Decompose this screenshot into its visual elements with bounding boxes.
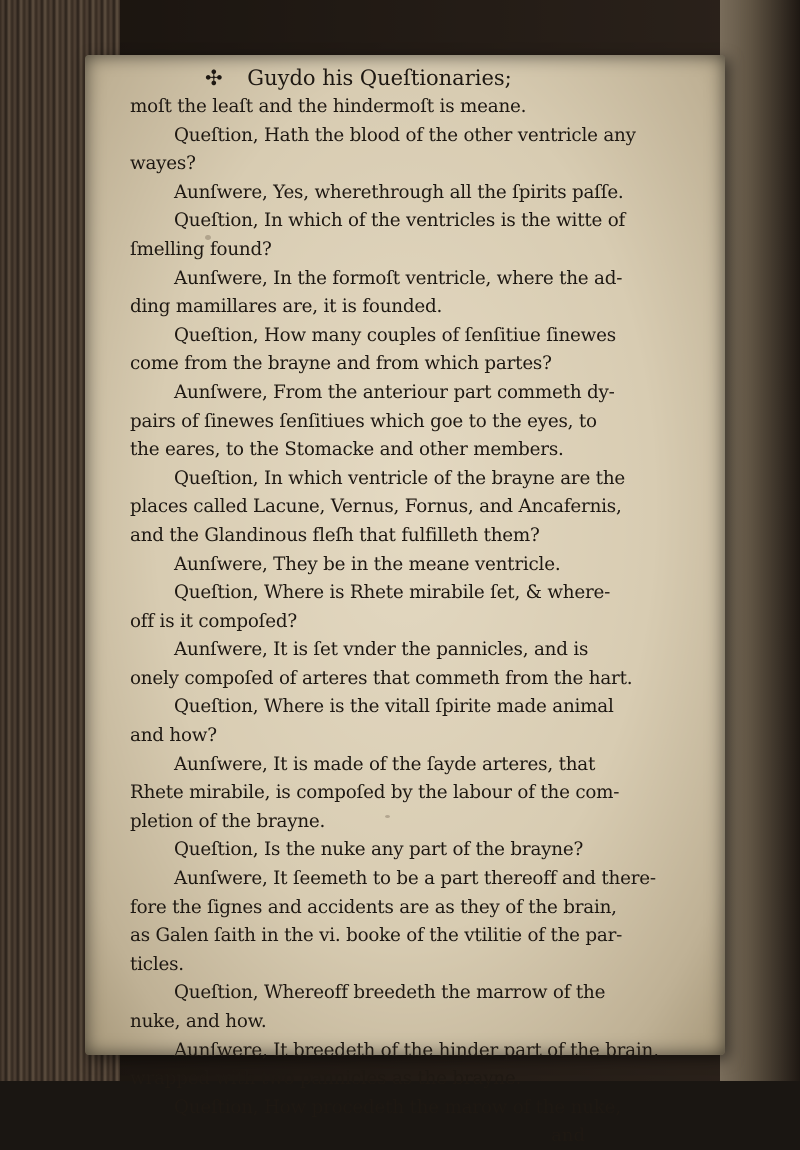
text-line: ding mamillares are, it is founded. xyxy=(130,296,443,318)
running-head-title: Guydo his Queſtionaries; xyxy=(247,66,512,90)
text-line: Rhete mirabile, is compoſed by the labour of the com- xyxy=(130,782,620,804)
text-line: wrapped with two pannicles as the brayne. xyxy=(130,1068,522,1090)
text-line: and the Glandinous fleſh that fulfilleth them? xyxy=(130,524,540,546)
text-line: pletion of the brayne. xyxy=(130,810,326,832)
text-line: the eares, to the Stomacke and other members. xyxy=(130,439,564,461)
text-line: Queſtion, Whereoff breedeth the marrow of the xyxy=(174,982,606,1004)
page-text xyxy=(130,63,705,1150)
text-line: Queſtion, In which of the ventricles is the witte of xyxy=(174,210,626,232)
text-line: Aunſwere, It is ſet vnder the pannicles, and is xyxy=(174,639,589,661)
text-line: Aunſwere, It is made of the ſayde arteres, that xyxy=(174,753,596,775)
page-fore-edge xyxy=(720,0,800,1081)
text-line: Aunſwere, It ſeemeth to be a part thereoff and there- xyxy=(174,868,656,890)
text-line: Queſtion, How many couples of ſenſitiue ſinewes xyxy=(174,324,616,346)
text-line: Aunſwere, In the formoſt ventricle, where the ad- xyxy=(174,267,623,289)
book-page xyxy=(85,55,725,1147)
text-line: Aunſwere, From the anteriour part commeth dy- xyxy=(174,381,615,403)
text-line: pairs of ſinewes ſenſitiues which goe to the eyes, to xyxy=(130,410,597,432)
text-line: ſmelling found? xyxy=(130,238,272,260)
running-head xyxy=(205,63,705,93)
text-line: Queſtion, Is the nuke any part of the brayne? xyxy=(174,839,584,861)
text-line: Queſtion, In which ventricle of the brayne are the xyxy=(174,467,626,489)
text-line: Queſtion, Where is the vitall ſpirite made animal xyxy=(174,696,614,718)
text-line: onely compoſed of arteres that commeth from the hart. xyxy=(130,667,633,689)
page-ornament-icon: ✣ xyxy=(205,66,223,90)
text-line: ticles. xyxy=(130,953,184,975)
text-line: moſt the leaſt and the hindermoſt is meane. xyxy=(130,96,527,117)
text-line: come from the brayne and from which partes? xyxy=(130,353,552,375)
text-line: Aunſwere, They be in the meane ventricle. xyxy=(174,553,561,575)
text-line: nuke, and how. xyxy=(130,1011,267,1032)
text-line: places called Lacune, Vernus, Fornus, and Ancafernis, xyxy=(130,496,622,518)
text-line: Aunſwere, Yes, wherethrough all the ſpirits paſſe. xyxy=(174,181,624,203)
text-line: Queſtion, Where is Rhete mirabile ſet, & where- xyxy=(174,582,611,604)
text-line: Aunſwere, It breedeth of the hinder part of the brain, xyxy=(174,1039,659,1061)
text-line: fore the ſignes and accidents are as they of the brain, xyxy=(130,896,617,918)
text-line: wayes? xyxy=(130,153,196,175)
text-line: Queſtion, How procedeth the marow of the nuke, xyxy=(174,1096,621,1118)
text-line: Queſtion, Hath the blood of the other ventricle any xyxy=(174,124,636,146)
text-line: as Galen ſaith in the vi. booke of the vtilitie of the par- xyxy=(130,925,623,947)
text-line: off is it compoſed? xyxy=(130,610,297,632)
text-line: and how? xyxy=(130,725,217,747)
catchword: and xyxy=(551,1125,585,1147)
